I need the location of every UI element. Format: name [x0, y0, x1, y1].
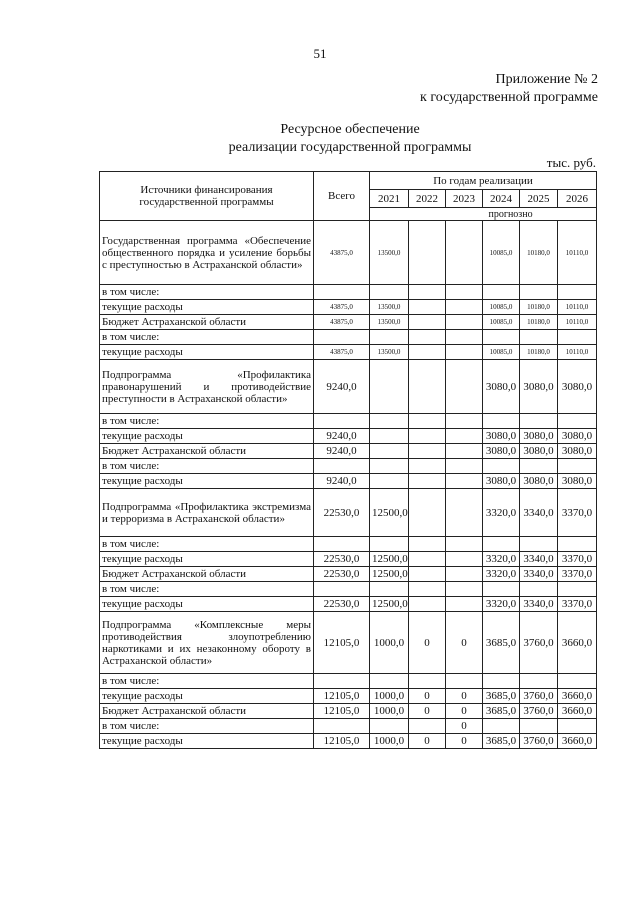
row-year-value [409, 360, 446, 414]
table-row [100, 444, 597, 459]
row-total-value: 12105,0 [314, 612, 370, 674]
row-year-value: 12500,0 [370, 567, 409, 582]
row-year-value: 3370,0 [558, 567, 597, 582]
row-year-value: 3760,0 [520, 734, 558, 749]
row-year-value [520, 414, 558, 429]
row-year-value [409, 489, 446, 537]
row-year-value [483, 582, 520, 597]
row-source-name: Подпрограмма «Профилактика экстремизма и терроризма в Астраханской области» [100, 489, 314, 537]
row-year-value [558, 414, 597, 429]
header-year: 2023 [446, 190, 483, 208]
row-year-value [446, 285, 483, 300]
row-total-value [314, 459, 370, 474]
row-year-value: 3080,0 [520, 444, 558, 459]
row-year-value: 0 [446, 719, 483, 734]
row-year-value: 3685,0 [483, 734, 520, 749]
row-year-value [558, 330, 597, 345]
row-total-value: 9240,0 [314, 444, 370, 459]
row-total-value: 43875,0 [314, 300, 370, 315]
row-total-value [314, 285, 370, 300]
table-row [100, 734, 597, 749]
row-year-value: 3660,0 [558, 612, 597, 674]
row-year-value: 3320,0 [483, 552, 520, 567]
row-year-value: 3760,0 [520, 689, 558, 704]
row-year-value: 10110,0 [558, 300, 597, 315]
row-year-value [409, 459, 446, 474]
row-year-value [520, 537, 558, 552]
row-year-value: 1000,0 [370, 689, 409, 704]
row-year-value [446, 315, 483, 330]
row-year-value [483, 674, 520, 689]
document-title: Ресурсное обеспечение [280, 122, 420, 137]
row-year-value [370, 330, 409, 345]
row-year-value: 3370,0 [558, 552, 597, 567]
row-year-value: 13500,0 [370, 315, 409, 330]
row-year-value [409, 597, 446, 612]
header-year: 2025 [520, 190, 558, 208]
header-year: 2024 [483, 190, 520, 208]
row-year-value [446, 597, 483, 612]
header-year: 2021 [370, 190, 409, 208]
row-source-name: в том числе: [100, 719, 314, 734]
row-year-value [370, 360, 409, 414]
row-year-value: 12500,0 [370, 597, 409, 612]
row-total-value: 22530,0 [314, 489, 370, 537]
row-year-value: 1000,0 [370, 612, 409, 674]
row-total-value: 22530,0 [314, 597, 370, 612]
row-year-value: 1000,0 [370, 704, 409, 719]
page-number: 51 [313, 46, 327, 61]
row-year-value: 0 [446, 734, 483, 749]
row-source-name: текущие расходы [100, 734, 314, 749]
row-year-value [370, 429, 409, 444]
table-row [100, 221, 597, 285]
row-year-value [483, 719, 520, 734]
row-year-value [409, 444, 446, 459]
row-year-value [446, 221, 483, 285]
row-year-value [446, 552, 483, 567]
row-year-value: 12500,0 [370, 489, 409, 537]
row-year-value [558, 459, 597, 474]
row-year-value: 3760,0 [520, 704, 558, 719]
appendix-reference: к государственной программе [420, 90, 598, 105]
table-row [100, 285, 597, 300]
resource-table [99, 171, 597, 749]
row-year-value [446, 444, 483, 459]
row-year-value: 10110,0 [558, 345, 597, 360]
row-year-value: 3340,0 [520, 489, 558, 537]
row-year-value [370, 674, 409, 689]
row-total-value: 43875,0 [314, 221, 370, 285]
row-year-value: 0 [409, 689, 446, 704]
row-year-value [370, 459, 409, 474]
row-year-value: 3080,0 [483, 360, 520, 414]
row-year-value [409, 719, 446, 734]
row-source-name: в том числе: [100, 674, 314, 689]
row-year-value [446, 330, 483, 345]
row-year-value: 3685,0 [483, 704, 520, 719]
row-year-value [446, 429, 483, 444]
row-year-value: 3080,0 [558, 444, 597, 459]
row-source-name: текущие расходы [100, 345, 314, 360]
row-year-value [483, 537, 520, 552]
table-row [100, 360, 597, 414]
row-year-value [446, 300, 483, 315]
row-source-name: текущие расходы [100, 474, 314, 489]
row-year-value: 0 [409, 612, 446, 674]
row-year-value [370, 719, 409, 734]
row-source-name: в том числе: [100, 537, 314, 552]
row-year-value: 10180,0 [520, 315, 558, 330]
row-year-value: 10085,0 [483, 315, 520, 330]
row-year-value [409, 429, 446, 444]
row-year-value: 3080,0 [558, 360, 597, 414]
row-source-name: Бюджет Астраханской области [100, 444, 314, 459]
row-year-value [409, 315, 446, 330]
table-row [100, 567, 597, 582]
row-source-name: в том числе: [100, 330, 314, 345]
header-year: 2026 [558, 190, 597, 208]
row-year-value [446, 474, 483, 489]
row-source-name: текущие расходы [100, 552, 314, 567]
table-row [100, 474, 597, 489]
row-year-value [483, 459, 520, 474]
row-year-value: 10085,0 [483, 221, 520, 285]
row-year-value [370, 285, 409, 300]
table-row [100, 345, 597, 360]
row-year-value [446, 674, 483, 689]
row-source-name: текущие расходы [100, 300, 314, 315]
row-year-value: 3080,0 [520, 429, 558, 444]
row-total-value [314, 719, 370, 734]
row-total-value: 12105,0 [314, 689, 370, 704]
row-year-value: 3320,0 [483, 567, 520, 582]
row-total-value [314, 674, 370, 689]
table-row [100, 612, 597, 674]
row-year-value [409, 300, 446, 315]
row-year-value [446, 459, 483, 474]
table-row [100, 704, 597, 719]
table-row [100, 429, 597, 444]
row-year-value [558, 285, 597, 300]
row-year-value [520, 459, 558, 474]
row-year-value [370, 582, 409, 597]
row-source-name: текущие расходы [100, 689, 314, 704]
row-year-value: 3760,0 [520, 612, 558, 674]
header-total: Всего [314, 172, 370, 221]
row-year-value [558, 719, 597, 734]
row-total-value [314, 330, 370, 345]
row-year-value: 3340,0 [520, 567, 558, 582]
row-year-value [370, 474, 409, 489]
row-year-value: 10180,0 [520, 300, 558, 315]
row-year-value: 3080,0 [558, 474, 597, 489]
row-year-value [409, 582, 446, 597]
row-year-value: 0 [409, 704, 446, 719]
row-year-value: 3660,0 [558, 689, 597, 704]
row-year-value: 3080,0 [558, 429, 597, 444]
row-source-name: Подпрограмма «Профилактика правонарушений и противодействие преступности в Астраханской области» [100, 360, 314, 414]
row-year-value: 3340,0 [520, 552, 558, 567]
row-year-value: 12500,0 [370, 552, 409, 567]
table-row [100, 300, 597, 315]
row-year-value: 3320,0 [483, 597, 520, 612]
row-year-value: 3080,0 [520, 474, 558, 489]
row-year-value: 10180,0 [520, 345, 558, 360]
row-year-value [409, 221, 446, 285]
row-total-value: 22530,0 [314, 567, 370, 582]
row-year-value: 13500,0 [370, 345, 409, 360]
row-year-value: 3685,0 [483, 689, 520, 704]
row-year-value: 13500,0 [370, 221, 409, 285]
row-year-value [520, 582, 558, 597]
row-source-name: в том числе: [100, 459, 314, 474]
row-year-value [370, 444, 409, 459]
table-row [100, 330, 597, 345]
row-year-value: 3080,0 [520, 360, 558, 414]
row-year-value: 3660,0 [558, 734, 597, 749]
row-year-value: 3080,0 [483, 429, 520, 444]
row-year-value: 3370,0 [558, 597, 597, 612]
row-year-value [446, 489, 483, 537]
row-total-value: 43875,0 [314, 315, 370, 330]
row-year-value [409, 537, 446, 552]
row-total-value [314, 582, 370, 597]
row-source-name: текущие расходы [100, 597, 314, 612]
row-year-value [370, 414, 409, 429]
header-forecast: прогнозно [483, 208, 597, 221]
row-year-value: 10085,0 [483, 345, 520, 360]
row-year-value [409, 285, 446, 300]
row-year-value [409, 474, 446, 489]
row-year-value [483, 285, 520, 300]
row-year-value [370, 537, 409, 552]
row-source-name: Бюджет Астраханской области [100, 315, 314, 330]
document-subtitle: реализации государственной программы [228, 140, 472, 155]
table-row [100, 459, 597, 474]
row-year-value [409, 330, 446, 345]
row-year-value [446, 537, 483, 552]
row-source-name: Государственная программа «Обеспечение общественного порядка и усиление борьбы с преступностью в Астраханской области» [100, 221, 314, 285]
row-year-value: 0 [446, 704, 483, 719]
table-row [100, 315, 597, 330]
row-year-value [409, 345, 446, 360]
table-row [100, 552, 597, 567]
header-source: Источники финансирования государственной программы [100, 172, 314, 221]
table-row [100, 414, 597, 429]
row-total-value: 9240,0 [314, 429, 370, 444]
row-year-value: 10110,0 [558, 221, 597, 285]
row-year-value: 0 [446, 612, 483, 674]
row-year-value: 3080,0 [483, 474, 520, 489]
row-source-name: Бюджет Астраханской области [100, 704, 314, 719]
row-year-value [446, 582, 483, 597]
row-year-value: 10110,0 [558, 315, 597, 330]
row-year-value [558, 582, 597, 597]
row-year-value: 13500,0 [370, 300, 409, 315]
row-year-value: 10180,0 [520, 221, 558, 285]
row-year-value: 3660,0 [558, 704, 597, 719]
row-year-value [446, 414, 483, 429]
table-row [100, 597, 597, 612]
row-source-name: текущие расходы [100, 429, 314, 444]
row-total-value [314, 537, 370, 552]
row-year-value [446, 567, 483, 582]
row-total-value: 22530,0 [314, 552, 370, 567]
appendix-label: Приложение № 2 [495, 72, 598, 87]
table-row [100, 689, 597, 704]
units-label: тыс. руб. [546, 155, 596, 170]
row-year-value [446, 360, 483, 414]
table-row [100, 537, 597, 552]
row-total-value: 9240,0 [314, 474, 370, 489]
row-year-value [409, 674, 446, 689]
row-year-value [558, 674, 597, 689]
row-year-value [520, 330, 558, 345]
table-row [100, 582, 597, 597]
row-source-name: в том числе: [100, 285, 314, 300]
table-row [100, 719, 597, 734]
row-year-value: 3685,0 [483, 612, 520, 674]
row-year-value: 0 [446, 689, 483, 704]
row-year-value: 0 [409, 734, 446, 749]
row-year-value [483, 414, 520, 429]
header-by-years: По годам реализации [370, 172, 597, 190]
row-total-value [314, 414, 370, 429]
table-row [100, 674, 597, 689]
row-year-value [409, 567, 446, 582]
row-total-value: 12105,0 [314, 704, 370, 719]
row-year-value [483, 330, 520, 345]
row-source-name: в том числе: [100, 414, 314, 429]
row-year-value [409, 552, 446, 567]
row-year-value [520, 285, 558, 300]
row-source-name: Бюджет Астраханской области [100, 567, 314, 582]
row-year-value: 3080,0 [483, 444, 520, 459]
row-year-value: 3320,0 [483, 489, 520, 537]
row-year-value [409, 414, 446, 429]
row-year-value [446, 345, 483, 360]
table-row [100, 489, 597, 537]
row-total-value: 12105,0 [314, 734, 370, 749]
row-source-name: в том числе: [100, 582, 314, 597]
row-source-name: Подпрограмма «Комплексные меры противодействия злоупотреблению наркотиками и их незаконному обороту в Астраханской области» [100, 612, 314, 674]
row-year-value: 10085,0 [483, 300, 520, 315]
row-year-value: 3340,0 [520, 597, 558, 612]
row-year-value [520, 674, 558, 689]
row-total-value: 9240,0 [314, 360, 370, 414]
header-year: 2022 [409, 190, 446, 208]
row-year-value: 1000,0 [370, 734, 409, 749]
row-year-value [558, 537, 597, 552]
row-year-value [520, 719, 558, 734]
row-total-value: 43875,0 [314, 345, 370, 360]
row-year-value: 3370,0 [558, 489, 597, 537]
